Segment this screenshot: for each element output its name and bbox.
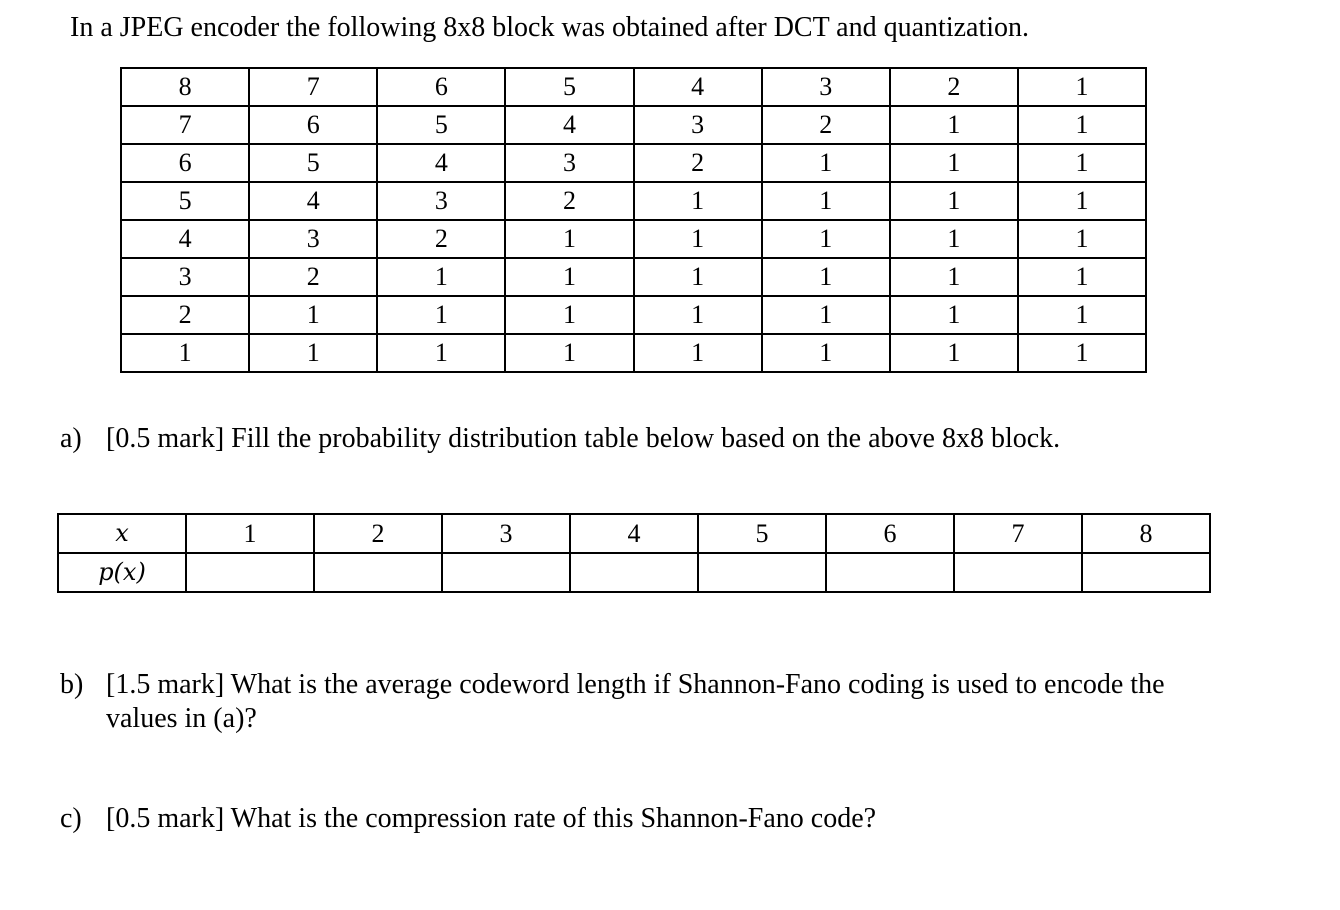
dct-block-table [120, 67, 1147, 373]
p-value-cell[interactable] [826, 553, 954, 592]
p-value-cell[interactable] [314, 553, 442, 592]
question-a-marker: a) [60, 423, 82, 454]
x-value-cell: 1 [186, 514, 314, 553]
block-cell: 1 [377, 334, 505, 372]
block-cell: 3 [377, 182, 505, 220]
block-cell: 2 [377, 220, 505, 258]
prob-p-row [58, 553, 1210, 592]
block-cell: 3 [505, 144, 633, 182]
block-cell: 4 [249, 182, 377, 220]
block-cell: 1 [121, 334, 249, 372]
block-cell: 6 [249, 106, 377, 144]
intro-text: In a JPEG encoder the following 8x8 block was obtained after DCT and quantization. [70, 12, 1030, 43]
p-value-cell[interactable] [570, 553, 698, 592]
block-cell: 2 [121, 296, 249, 334]
block-cell: 7 [249, 68, 377, 106]
x-value-cell: 4 [570, 514, 698, 553]
block-cell: 6 [377, 68, 505, 106]
block-cell: 4 [634, 68, 762, 106]
block-row [121, 334, 1146, 372]
block-cell: 1 [890, 144, 1018, 182]
block-cell: 1 [249, 334, 377, 372]
p-label-cell: p(x) [58, 553, 186, 592]
block-cell: 1 [634, 334, 762, 372]
question-b-text: [1.5 mark] What is the average codeword length if Shannon-Fano coding is used to encode the values in (a)? [106, 669, 1165, 734]
block-cell: 4 [377, 144, 505, 182]
block-cell: 1 [505, 334, 633, 372]
block-cell: 3 [634, 106, 762, 144]
block-row [121, 182, 1146, 220]
p-value-cell[interactable] [442, 553, 570, 592]
block-cell: 1 [634, 220, 762, 258]
block-cell: 1 [1018, 68, 1146, 106]
probability-table [57, 513, 1211, 593]
p-value-cell[interactable] [954, 553, 1082, 592]
block-cell: 1 [634, 296, 762, 334]
question-a-text: [0.5 mark] Fill the probability distribution table below based on the above 8x8 block. [106, 423, 1061, 454]
block-cell: 3 [249, 220, 377, 258]
block-cell: 1 [762, 296, 890, 334]
block-cell: 1 [1018, 220, 1146, 258]
block-row [121, 220, 1146, 258]
block-cell: 1 [377, 258, 505, 296]
block-cell: 1 [890, 296, 1018, 334]
block-row [121, 258, 1146, 296]
block-cell: 1 [1018, 296, 1146, 334]
block-cell: 1 [890, 106, 1018, 144]
block-cell: 6 [121, 144, 249, 182]
block-cell: 3 [121, 258, 249, 296]
question-c [60, 802, 1236, 836]
block-cell: 1 [890, 182, 1018, 220]
block-cell: 2 [249, 258, 377, 296]
block-cell: 1 [890, 258, 1018, 296]
p-value-cell[interactable] [186, 553, 314, 592]
block-cell: 1 [890, 334, 1018, 372]
block-cell: 1 [762, 144, 890, 182]
block-cell: 1 [762, 258, 890, 296]
block-row [121, 144, 1146, 182]
block-cell: 2 [634, 144, 762, 182]
p-value-cell[interactable] [698, 553, 826, 592]
question-c-text: [0.5 mark] What is the compression rate of this Shannon-Fano code? [106, 803, 877, 834]
block-cell: 1 [762, 220, 890, 258]
block-cell: 1 [1018, 144, 1146, 182]
block-cell: 5 [377, 106, 505, 144]
block-cell: 5 [505, 68, 633, 106]
block-cell: 7 [121, 106, 249, 144]
x-value-cell: 5 [698, 514, 826, 553]
x-value-cell: 3 [442, 514, 570, 553]
block-cell: 1 [762, 182, 890, 220]
x-value-cell: 6 [826, 514, 954, 553]
question-b [60, 668, 1236, 736]
block-row [121, 68, 1146, 106]
block-cell: 1 [505, 258, 633, 296]
block-cell: 1 [249, 296, 377, 334]
question-a [60, 422, 1236, 456]
x-value-cell: 7 [954, 514, 1082, 553]
block-cell: 1 [762, 334, 890, 372]
x-label-cell: x [58, 514, 186, 553]
block-cell: 2 [890, 68, 1018, 106]
x-value-cell: 2 [314, 514, 442, 553]
block-cell: 5 [121, 182, 249, 220]
block-cell: 5 [249, 144, 377, 182]
x-value-cell: 8 [1082, 514, 1210, 553]
block-cell: 2 [762, 106, 890, 144]
block-cell: 1 [634, 258, 762, 296]
block-cell: 2 [505, 182, 633, 220]
block-cell: 1 [377, 296, 505, 334]
block-row [121, 106, 1146, 144]
block-cell: 4 [121, 220, 249, 258]
block-cell: 1 [505, 220, 633, 258]
block-cell: 1 [634, 182, 762, 220]
block-cell: 1 [1018, 334, 1146, 372]
block-cell: 1 [1018, 182, 1146, 220]
block-cell: 1 [505, 296, 633, 334]
prob-x-row [58, 514, 1210, 553]
block-cell: 1 [890, 220, 1018, 258]
block-cell: 3 [762, 68, 890, 106]
block-cell: 8 [121, 68, 249, 106]
question-c-marker: c) [60, 803, 82, 834]
block-cell: 1 [1018, 258, 1146, 296]
question-b-marker: b) [60, 669, 84, 700]
block-row [121, 296, 1146, 334]
block-cell: 1 [1018, 106, 1146, 144]
p-value-cell[interactable] [1082, 553, 1210, 592]
block-cell: 4 [505, 106, 633, 144]
